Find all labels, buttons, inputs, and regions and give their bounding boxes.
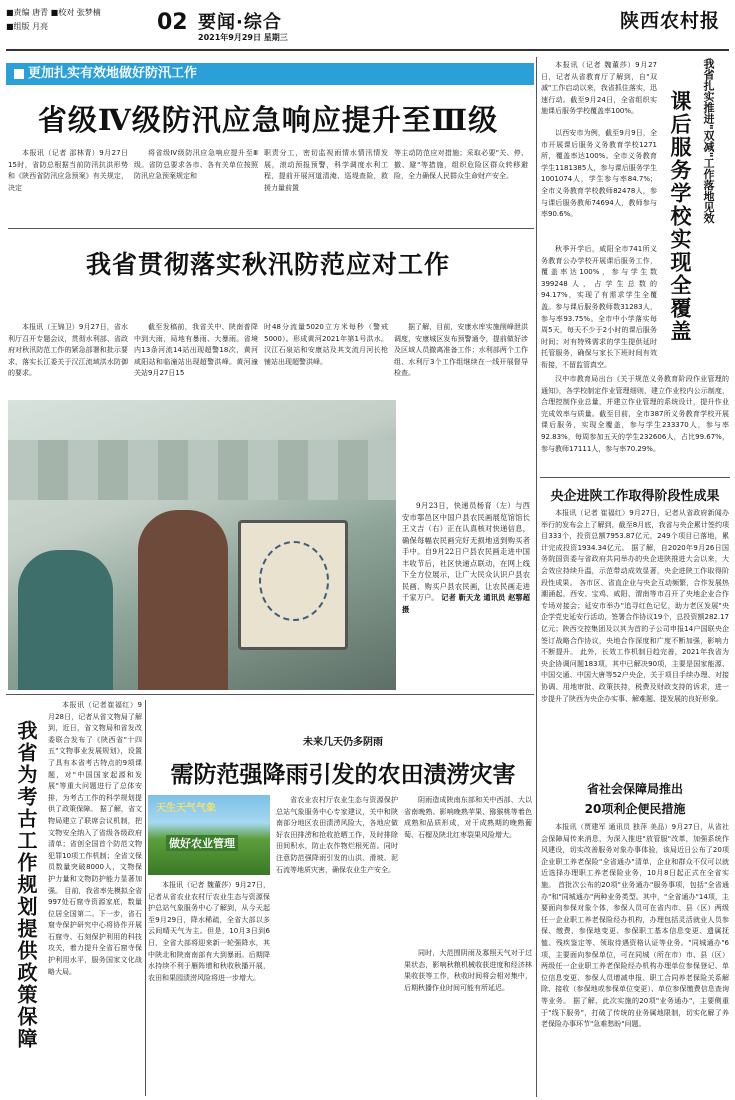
central-para-4: 此外，长效工作机制日趋完善，2021年我省为央企协调问题183项，其中已解决90项，主要是国家能源、中国交通、中国大唐等52户央企，关于项目手续办理、对接协调、用地审批、政策扶持，税费及财政支持的诉求，进一步提升了陕西为央企办实事、解难题、提发展的良好形象。: [541, 648, 729, 703]
lower-section-rule: [6, 694, 534, 695]
section-name: 要闻·综合: [198, 12, 282, 33]
archaeology-para-3: 目前，我省率先模拟全省997处石窟寺资源家底，数量位居全国第二。下一步，省石窟寺保护研究中心将协作开展石窟寺、石刻保护利用的科技攻关，着力提升全省石窟寺保护利用水平，服务国家文化战略大局。: [48, 886, 142, 976]
photo-caption: [402, 500, 530, 615]
social-para-2: 首批次公布的20项"业务通办"服务事项，包括"全省通办"和"同城通办"两种业务类型。其中，"全省通办"14项，主要面向参保对象个体，参保人员可在省内市、县（区）两级任一企业职工养老保险经办机构，办理包括灵活就业人员参保、缴费、参保地变更、参保职工基本信息变更、遗属抚恤、残疾鉴定等、领取待遇资格认证等业务。"同城通办"6项，主要面向参保单位，可在同城（所在市）市、县（区）两级任一企业职工养老保险经办机构办理单位参保登记、单位信息变更、参保人员增减申报、职工合同养老保险关系解除、接收（参保地或参保单位变更）、单位参保缴费信息查询等业务。: [541, 880, 729, 1005]
farm-image-label: 做好农业管理: [166, 835, 238, 851]
rain-kicker: 未来几天仍多阴雨: [303, 737, 383, 748]
photo-painting: [238, 520, 348, 650]
farm-weather-image: [148, 795, 270, 875]
photo-person-left: [18, 550, 113, 690]
article-2-col-4: 据了解，目前，安康水库实施削峰泄洪调度，安康城区发布预警通令，提前做好涉及区域人员撤离准备工作；水利部两个工作组、水利厅3个工作组继续在一线开展督导检查。: [394, 323, 528, 378]
issue-date: 2021年9月29日 星期三: [198, 33, 288, 42]
rain-title: 需防范强降雨引发的农田渍涝灾害: [170, 761, 516, 788]
article-1-col-2: 将省级Ⅳ级防汛应急响应提升至Ⅲ级。省防总要求各市、各有关单位按照防汛应急预案规定和: [134, 149, 258, 181]
article-2-col-3: 时48分流量5020立方米每秒（警戒5000）。形成黄河2021年第1号洪水。汉江石泉站和安康站及其支流月河长枪铺站出现超警洪峰。: [264, 323, 388, 366]
photo-person-right: [138, 510, 228, 690]
education-subtitle: 我省扎实推进"双减"工作落地见效: [702, 58, 715, 224]
header-rule: [6, 49, 729, 51]
photo-shelf: [8, 440, 396, 500]
article-1-rule: [8, 228, 534, 229]
rain-col-1: 本报讯（记者 魏董莎）9月27日，记者从省农业农村厅农业生态与资源保护总站气象服务中心了解到，从今天起至9月29日，降水稀疏，全省大部以多云间晴天气为主。但是，10月3日到6日，全省大部将迎来新一轮强降水，其中陕北和陕南南部有大到暴雨。后期降水持续不利于雁阵增和秋收秋播开展，农田和果园渍涝风险将进一步增大。: [148, 881, 270, 982]
central-enterprises-body: [541, 508, 729, 774]
photo-painting-motif: [259, 541, 329, 621]
credits-line-1: ■责编 唐青 ■校对 张梦楠: [6, 8, 101, 17]
social-security-title-line-2: 20项利企便民措施: [584, 802, 686, 816]
article-2-title: 我省贯彻落实秋汛防范应对工作: [85, 250, 450, 279]
article-1-col-1: 本报讯（记者 邵林青）9月27日15时，省防总根据当前防汛抗洪形势和《陕西省防汛应急预案》有关规定，决定: [8, 149, 128, 192]
education-para-3: 秋季开学后，咸阳全市741所义务教育公办学校开展课后服务工作，覆盖率达100%，参与学生数399248人，占学生总数的94.17%，实现了有需求学生全覆盖。参与课后服务教师数31283人，参与率93.75%。全市中小学落实每周5天，每天不少于2小时的课后服务时间；对有特殊需求的学生提供延时托管服务，确保与家长下班时间有效衔接，不留监管真空。: [541, 245, 657, 369]
archaeology-para-2: 据了解，省文物局建立了联席会议机制，把文物安全纳入了省级各级政府清单；省创全国首个防范文物犯罪10项工作机制；全省文保员数量突破8000人，文物保护力量和文物防护能力显著加强。: [48, 805, 142, 895]
credits-line-2: ■组版 月亮: [6, 22, 49, 31]
education-para-1: 本报讯（记者 魏董莎）9月27日，记者从省教育厅了解到，自"双减"工作启动以来，我省抓住落实，迅速行动。截至9月24日，全省组织实施课后服务学校覆盖率100%。: [541, 61, 657, 116]
social-security-body: [541, 822, 729, 1096]
archaeology-divider: [145, 700, 146, 1096]
education-para-4: 汉中市教育局出台《关于规范义务教育阶段作业管理的通知》，各学校制定作业管理细则，建立作业校内公示制度，合理控制作业总量，并建立作业管理的系统设计，提升作业完成效率与质量。截至目前，全市387所义务教育学校开展课后服务，实现全覆盖，参与学生233370人，参与率92.83%，每周参加五天的学生232606人，占比99.67%，参与教师17111人，参与率70.29%。: [541, 375, 729, 453]
archaeology-title: 我省为考古工作规划提供政策保障: [14, 720, 38, 1050]
central-para-1: 本报讯（记者 崔福红）9月27日，记者从省政府新闻办举行的发布会上了解到，截至8月底，我省与央企累计签约项目333个，投资总额7953.87亿元，249个项目已落地，累计完成投资1934.34亿元。: [541, 509, 729, 552]
page-number: 02: [157, 10, 188, 35]
central-rule: [540, 477, 730, 478]
rain-col-4: 同时，大范围阴雨及寡照天气对于过果状态，影响秋粮机械收获进度和经济林果收获等工作，秋收时间将会相对集中，后期秋播作业时间可能有所延迟。: [404, 949, 532, 992]
news-photo: [8, 400, 396, 690]
farm-image-title: 天生天气气象: [156, 803, 216, 814]
rain-col-3: 阴雨造成陕南东部和关中西部、大以省南晚熟、影响晚熟苹果、猕猴桃等着色成熟和品质形成，对干成熟期的晚熟葡萄、石榴及陕北红枣裂果风险增大。: [404, 796, 532, 839]
article-1-title: 省级Ⅳ级防汛应急响应提升至Ⅲ级: [37, 103, 499, 137]
photo-credit: 记者 靳天龙 通讯员 赵鄠超 摄: [402, 593, 530, 614]
photo-caption-text: 9月23日，快递员杨育（左）与西安市鄠邑区中国户县农民画展览馆馆长王文吉（右）正在认真核对快递信息，确保每幅农民画完好无损地送到购买者手中。自9月22日户县农民画走进中国丰收节后，社区快递点联动，在网上线下全方位展示，让广大民众认识户县农民画、购买户县农民画，让农民画走进千家万户。: [402, 501, 530, 602]
education-title: 课后服务学校实现全覆盖: [668, 90, 693, 343]
header-credits: [6, 6, 101, 34]
central-enterprises-title: 央企进陕工作取得阶段性成果: [550, 489, 720, 504]
article-1-col-4: 等主动防范应对措施；采取必要"关、停、撤、避"等措施，组织危险区群众转移避险，全力确保人民群众生命财产安全。: [394, 149, 528, 181]
right-column-divider: [536, 57, 537, 1097]
article-2-col-1: 本报讯（王锦卫）9月27日，省水利厅召开专题会议，贯彻水利部、省政府对秋汛防范工作的紧急部署和批示要求，落实长江委关于汉江流域洪水防御的要求。: [8, 323, 128, 378]
rain-col-2: 省农业农村厅农业生态与资源保护总站气象服务中心专家建议，关中和陕南部分地区农田渍涝风险大，各地应做好农田排涝和抢收抢晒工作，及时排除田间积水，防止农作物烂根死苗。同时注意防范强降雨引发的山洪、滑坡、泥石流等地质灾害，确保农业生产安全。: [276, 796, 398, 874]
central-para-3: 各市区、省直企业与央企互动频繁，合作发展热潮涌起，西安、宝鸡、咸阳、渭南等市召开了央地企业合作专场对接会；延安市举办"追寻红色记忆，助力老区发展"央企学党史延安行活动，签署合作协议19个，总投资额282.17亿元；陕西交控集团及以其为首的子公司申报14户国联央企签订战略合作协议，央地合作深度和广度不断加强，影响力不断提升。: [541, 578, 729, 657]
archaeology-body: [48, 700, 142, 1096]
central-para-2: 据了解，自2020年9月26日国务院国资委与省政府共同举办的央企进陕推进大会以来，大会效应持续升温，示范带动成效显著，央企进陕工作取得阶段性成果。: [541, 543, 729, 587]
social-security-title-line-1: 省社会保障局推出: [586, 782, 683, 796]
social-para-1: 本报讯（贾建军 通讯员 独萍 美品）9月27日，从省社会保障局传来消息，为深入推进"放管服"改革，加强系统作风建设，切实改善服务对象办事体验，该局近日公布了20项企业职工养老保险"全省通办"清单，企业和群众不仅可以就近选择办理职工养老保险业务，10月8日起正式在全省实施。: [541, 823, 729, 889]
archaeology-para-1: 本报讯（记者崔福红）9月28日，记者从省文物局了解到，近日，省文物局和省发改委联合发布了《陕西省"十四五"文物事业发展规划》，设置了具有本省考古特点的9项课题，对"中国国家起源和发展"等重大问题进行了总体安排，为考古工作的科学规划提供了政策保障。: [48, 701, 142, 814]
education-para-2: 以西安市为例，截至9月9日，全市开展课后服务义务教育学校1271所，覆盖率达100%。全市义务教育学生1181385人，参与课后服务学生1001074人，学生参与率84.7%；全市义务教育学校教师82478人，参与课后服务教师74694人，教师参与率90.6%。: [541, 129, 657, 219]
topic-banner: 更加扎实有效地做好防汛工作: [6, 63, 534, 85]
social-para-3: 据了解，此次实施的20项"业务通办"，主要侧重于"线下服务"，打破了传统的业务属地限制，切实化解了养老保险办事环节"急难愁盼"问题。: [541, 996, 729, 1029]
article-1-col-3: 职责分工，密切监视雨情水情汛情发展，滚动预报预警，科学调度水利工程，提前开展河道清淹、巡堤查险，救援力量前置: [264, 149, 388, 192]
newspaper-masthead: 陕西农村报: [620, 10, 721, 32]
article-2-col-2: 截至发稿前，我省关中、陕南普降中到大雨，局地有暴雨、大暴雨。省境内13条河流14站出现超警18次，黄河咸阳站和临潼站出现超警洪峰。黄河潼关站9月27日15: [134, 323, 258, 378]
